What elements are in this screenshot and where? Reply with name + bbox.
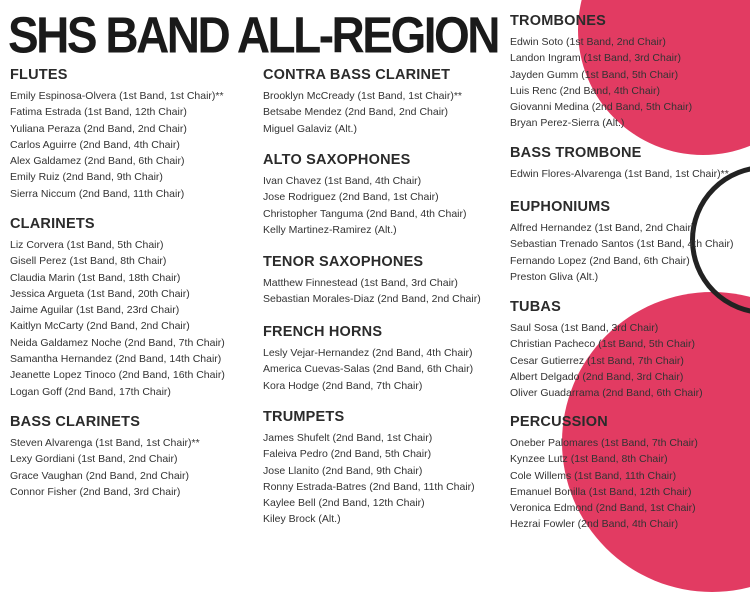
- section-flutes: [10, 66, 224, 202]
- member-entry: Fatima Estrada (1st Band, 12th Chair): [10, 106, 187, 119]
- section-alto-saxophones: [263, 151, 467, 238]
- member-entry: Grace Vaughan (2nd Band, 2nd Chair): [10, 469, 190, 482]
- section-heading: FLUTES: [10, 67, 68, 83]
- member-list: [510, 166, 729, 182]
- member-entry: Betsabe Mendez (2nd Band, 2nd Chair): [263, 106, 449, 119]
- member-entry: America Cuevas-Salas (2nd Band, 6th Chair): [263, 363, 474, 376]
- section-heading: TENOR SAXOPHONES: [263, 254, 424, 270]
- member-list: [263, 275, 481, 308]
- section-bass-trombone: [510, 144, 729, 182]
- section-heading: CLARINETS: [10, 216, 95, 232]
- member-entry: Emanuel Bonilla (1st Band, 12th Chair): [510, 485, 692, 498]
- member-entry: Kora Hodge (2nd Band, 7th Chair): [263, 379, 423, 392]
- member-entry: James Shufelt (2nd Band, 1st Chair): [263, 432, 433, 444]
- member-list: [510, 220, 734, 285]
- member-entry: Miguel Galaviz (Alt.): [263, 122, 357, 135]
- member-entry: Lexy Gordiani (1st Band, 2nd Chair): [10, 453, 178, 466]
- section-heading: ALTO SAXOPHONES: [263, 152, 411, 168]
- member-list: [263, 173, 467, 238]
- member-entry: Kaylee Bell (2nd Band, 12th Chair): [263, 497, 425, 510]
- member-entry: Luis Renc (2nd Band, 4th Chair): [510, 84, 660, 97]
- member-entry: Neida Galdamez Noche (2nd Band, 7th Chair): [10, 336, 225, 349]
- section-percussion: [510, 413, 698, 533]
- member-entry: Emily Espinosa-Olvera (1st Band, 1st Chair)**: [10, 90, 224, 102]
- member-entry: Giovanni Medina (2nd Band, 5th Chair): [510, 101, 693, 114]
- member-entry: Albert Delgado (2nd Band, 3rd Chair): [510, 370, 684, 383]
- section-tubas: [510, 298, 703, 401]
- member-entry: Sierra Niccum (2nd Band, 11th Chair): [10, 187, 185, 200]
- member-entry: Jaime Aguilar (1st Band, 23rd Chair): [10, 304, 180, 317]
- member-entry: Edwin Soto (1st Band, 2nd Chair): [510, 36, 666, 48]
- member-list: [10, 88, 224, 202]
- member-entry: Veronica Edmond (2nd Band, 1st Chair): [510, 502, 696, 515]
- member-entry: Preston Gliva (Alt.): [510, 270, 599, 283]
- section-euphoniums: [510, 198, 734, 285]
- member-entry: Kiley Brock (Alt.): [263, 513, 341, 526]
- member-entry: Matthew Finnestead (1st Band, 3rd Chair): [263, 277, 458, 289]
- member-entry: Christopher Tanguma (2nd Band, 4th Chair): [263, 207, 467, 220]
- member-entry: Faleiva Pedro (2nd Band, 5th Chair): [263, 448, 432, 461]
- section-contra-bass-clarinet: [263, 66, 462, 137]
- member-entry: Bryan Perez-Sierra (Alt.): [510, 117, 625, 130]
- member-entry: Claudia Marin (1st Band, 18th Chair): [10, 271, 181, 284]
- section-heading: TUBAS: [510, 299, 561, 315]
- member-entry: Jose Llanito (2nd Band, 9th Chair): [263, 464, 423, 477]
- section-trumpets: [263, 408, 475, 528]
- member-list: [10, 435, 200, 500]
- member-entry: Lesly Vejar-Hernandez (2nd Band, 4th Chair): [263, 347, 473, 359]
- member-entry: Christian Pacheco (1st Band, 5th Chair): [510, 338, 696, 351]
- section-heading: CONTRA BASS CLARINET: [263, 67, 451, 83]
- member-entry: Fernando Lopez (2nd Band, 6th Chair): [510, 254, 690, 267]
- member-entry: Kelly Martinez-Ramirez (Alt.): [263, 223, 397, 236]
- section-heading: TROMBONES: [510, 13, 607, 29]
- member-list: [263, 345, 473, 394]
- member-entry: Yuliana Peraza (2nd Band, 2nd Chair): [10, 122, 187, 135]
- section-french-horns: [263, 323, 473, 394]
- member-entry: Alfred Hernandez (1st Band, 2nd Chair): [510, 222, 695, 234]
- member-entry: Jessica Argueta (1st Band, 20th Chair): [10, 287, 190, 300]
- member-entry: Ivan Chavez (1st Band, 4th Chair): [263, 175, 422, 187]
- member-entry: Kaitlyn McCarty (2nd Band, 2nd Chair): [10, 320, 190, 333]
- member-entry: Logan Goff (2nd Band, 17th Chair): [10, 385, 171, 398]
- section-heading: BASS TROMBONE: [510, 145, 642, 161]
- member-list: [510, 320, 703, 401]
- member-entry: Connor Fisher (2nd Band, 3rd Chair): [10, 485, 181, 498]
- member-entry: Cole Willems (1st Band, 11th Chair): [510, 469, 677, 482]
- member-entry: Gisell Perez (1st Band, 8th Chair): [10, 255, 167, 268]
- member-entry: Oliver Guadarrama (2nd Band, 6th Chair): [510, 387, 703, 400]
- section-trombones: [510, 12, 692, 132]
- member-entry: Emily Ruiz (2nd Band, 9th Chair): [10, 171, 163, 184]
- member-entry: Steven Alvarenga (1st Band, 1st Chair)**: [10, 437, 200, 449]
- member-entry: Brooklyn McCready (1st Band, 1st Chair)**: [263, 90, 462, 102]
- page-title: SHS BAND ALL-REGION: [8, 6, 499, 64]
- member-entry: Samantha Hernandez (2nd Band, 14th Chair): [10, 353, 222, 366]
- member-list: [10, 237, 225, 400]
- section-heading: TRUMPETS: [263, 409, 345, 425]
- member-entry: Landon Ingram (1st Band, 3rd Chair): [510, 52, 682, 65]
- section-heading: FRENCH HORNS: [263, 324, 383, 340]
- member-entry: Alex Galdamez (2nd Band, 6th Chair): [10, 155, 185, 168]
- member-list: [263, 430, 475, 528]
- member-list: [263, 88, 462, 137]
- member-entry: Oneber Palomares (1st Band, 7th Chair): [510, 437, 698, 449]
- member-entry: Jose Rodriguez (2nd Band, 1st Chair): [263, 191, 439, 204]
- member-entry: Hezrai Fowler (2nd Band, 4th Chair): [510, 518, 679, 531]
- member-entry: Cesar Gutierrez (1st Band, 7th Chair): [510, 354, 684, 367]
- member-entry: Saul Sosa (1st Band, 3rd Chair): [510, 322, 659, 334]
- member-entry: Liz Corvera (1st Band, 5th Chair): [10, 239, 164, 251]
- member-entry: Ronny Estrada-Batres (2nd Band, 11th Chair): [263, 480, 475, 493]
- section-clarinets: [10, 215, 225, 400]
- section-heading: BASS CLARINETS: [10, 414, 141, 430]
- member-entry: Kynzee Lutz (1st Band, 8th Chair): [510, 453, 668, 466]
- member-entry: Jeanette Lopez Tinoco (2nd Band, 16th Chair): [10, 369, 225, 382]
- section-heading: PERCUSSION: [510, 414, 608, 430]
- member-entry: Carlos Aguirre (2nd Band, 4th Chair): [10, 138, 180, 151]
- member-list: [510, 34, 692, 132]
- member-entry: Jayden Gumm (1st Band, 5th Chair): [510, 68, 679, 81]
- section-heading: EUPHONIUMS: [510, 199, 611, 215]
- section-tenor-saxophones: [263, 253, 481, 308]
- member-list: [510, 435, 698, 533]
- member-entry: Edwin Flores-Alvarenga (1st Band, 1st Chair)**: [510, 168, 729, 180]
- member-entry: Sebastian Trenado Santos (1st Band, 4th Chair): [510, 238, 734, 251]
- member-entry: Sebastian Morales-Diaz (2nd Band, 2nd Chair): [263, 293, 481, 306]
- section-bass-clarinets: [10, 413, 200, 500]
